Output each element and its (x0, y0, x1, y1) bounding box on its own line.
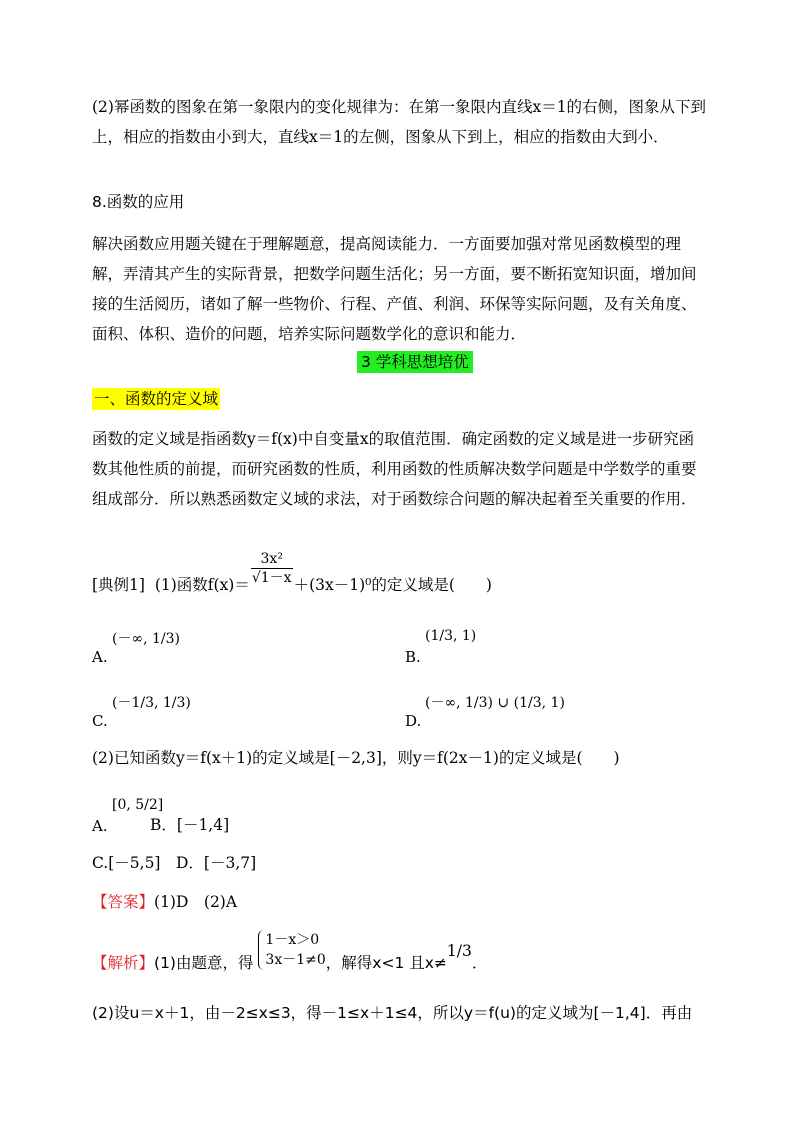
inequality-system (258, 930, 325, 970)
answer-text: (1)D (2)A (154, 893, 238, 911)
example-q2: (2)已知函数y＝f(x＋1)的定义域是[－2,3]，则y＝f(2x－1)的定义域是( ) (92, 749, 620, 767)
example-tag: [典例1] (92, 576, 145, 594)
analysis-lead: (1)由题意，得 (154, 954, 254, 972)
banner-text: 3 学科思想培优 (357, 351, 473, 373)
answer-tag: 【答案】 (92, 893, 155, 911)
q1-fraction (251, 550, 293, 587)
option-1d-label: D. (405, 712, 422, 730)
system-row-2: 3x－1≠0 (265, 952, 326, 968)
option-1b-label: B. (405, 648, 421, 666)
system-row-1: 1－x＞0 (265, 932, 320, 948)
option-2b[interactable]: B．[－1,4] (150, 816, 230, 834)
section-8-body: 解决函数应用题关键在于理解题意，提高阅读能力．一方面要加强对常见函数模型的理解，弄清其产生的实际背景，把数学问题生活化；另一方面，要不断拓宽知识面，增加间接的生活阅历，诸如了解一些物价、行程、产值、利润、环保等实际问题，及有关角度、面积、体积、造价的问题，培养实际问题数学化的意识和能力． (92, 235, 697, 343)
option-1c-label: C. (92, 712, 108, 730)
analysis-line-1 (92, 930, 487, 976)
analysis-line-2: (2)设u＝x＋1，由－2≤x≤3，得－1≤x＋1≤4，所以y＝f(u)的定义域为[－1,4]．再由 (92, 1004, 693, 1022)
analysis-end: ． (471, 954, 488, 972)
option-1a-label: A. (92, 648, 108, 666)
q1-tail: ＋(3x－1)⁰的定义域是( ) (293, 576, 492, 594)
analysis-mid: ，解得x<1 且x≠ (325, 954, 447, 972)
section-banner (357, 351, 473, 373)
example-q1 (92, 550, 492, 600)
analysis-fraction: 1/3 (446, 942, 472, 960)
section-8-title: 8.函数的应用 (92, 193, 185, 211)
option-1a-value: (－∞, 1/3) (112, 631, 181, 647)
option-2a-label: A. (92, 817, 108, 835)
q1-numerator: 3x² (251, 550, 293, 569)
option-2a-value: [0, 5/2] (112, 797, 164, 813)
option-1c-value: (－1/3, 1/3) (112, 695, 191, 711)
analysis-tag: 【解析】 (92, 954, 155, 972)
sub-heading-text: 一、函数的定义域 (94, 390, 219, 408)
option-1d-value: (－∞, 1/3) ∪ (1/3, 1) (425, 695, 565, 711)
option-1b-value: (1/3, 1) (425, 628, 477, 644)
answer-line (92, 891, 237, 913)
q1-denominator: √1－x (251, 570, 292, 586)
domain-intro-paragraph: 函数的定义域是指函数y＝f(x)中自变量x的取值范围．确定函数的定义域是进一步研究函数其他性质的前提，而研究函数的性质，利用函数的性质解决数学问题是中学数学的重要组成部分．所以熟悉函数定义域的求法，对于函数综合问题的解决起着至关重要的作用． (92, 430, 697, 508)
power-function-paragraph: (2)幂函数的图象在第一象限内的变化规律为：在第一象限内直线x＝1的右侧，图象从下到上，相应的指数由小到大，直线x＝1的左侧，图象从下到上，相应的指数由大到小． (92, 98, 707, 146)
option-2cd[interactable]: C.[－5,5] D．[－3,7] (92, 854, 257, 872)
q1-lead: (1)函数f(x)＝ (154, 576, 250, 594)
sub-heading (92, 388, 220, 410)
